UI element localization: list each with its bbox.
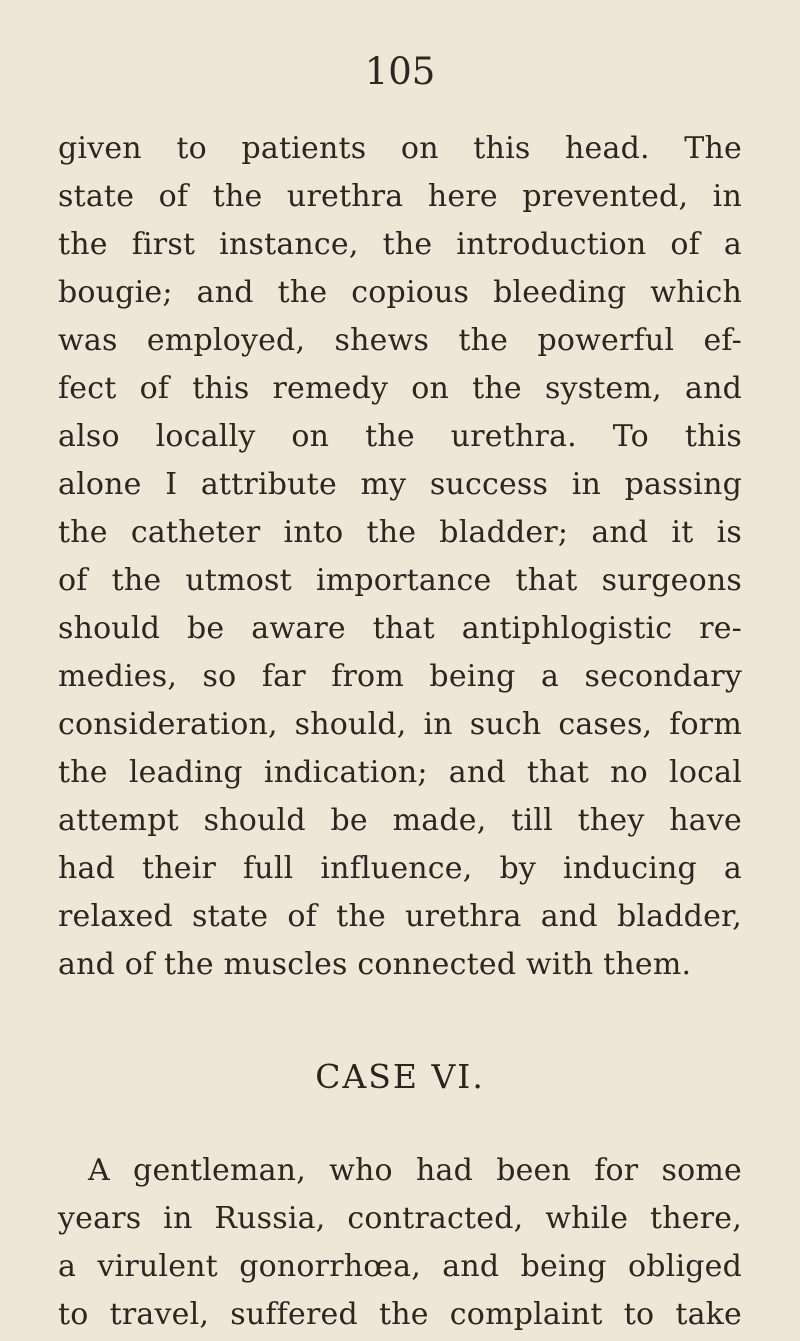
text-line: the leading indication; and that no local xyxy=(58,755,742,790)
text-line: medies, so far from being a secondary xyxy=(58,659,742,694)
text-line: state of the urethra here prevented, in xyxy=(58,179,742,214)
text-line: fect of this remedy on the system, and xyxy=(58,371,742,406)
text-line: should be aware that antiphlogistic re- xyxy=(58,611,742,646)
text-line: had their full influence, by inducing a xyxy=(58,851,742,886)
text-line: also locally on the urethra. To this xyxy=(58,419,742,454)
text-line: attempt should be made, till they have xyxy=(58,803,742,838)
case-heading: CASE VI. xyxy=(315,1057,485,1096)
text-line: bougie; and the copious bleeding which xyxy=(58,275,742,310)
text-line: to travel, suffered the complaint to take xyxy=(58,1297,742,1332)
text-line: years in Russia, contracted, while there, xyxy=(58,1201,742,1236)
text-line: the catheter into the bladder; and it is xyxy=(58,515,742,550)
page-number: 105 xyxy=(364,50,436,93)
text-line: given to patients on this head. The xyxy=(58,131,742,166)
text-line: the first instance, the introduction of a xyxy=(58,227,742,262)
text-line: A gentleman, who had been for some xyxy=(88,1153,742,1188)
text-line: of the utmost importance that surgeons xyxy=(58,563,742,598)
text-line: a virulent gonorrhœa, and being obliged xyxy=(58,1249,742,1284)
text-line: and of the muscles connected with them. xyxy=(58,947,692,982)
text-line: relaxed state of the urethra and bladder, xyxy=(58,899,742,934)
text-line: consideration, should, in such cases, form xyxy=(58,707,742,742)
text-line: was employed, shews the powerful ef- xyxy=(58,323,742,358)
text-line: alone I attribute my success in passing xyxy=(58,467,742,502)
